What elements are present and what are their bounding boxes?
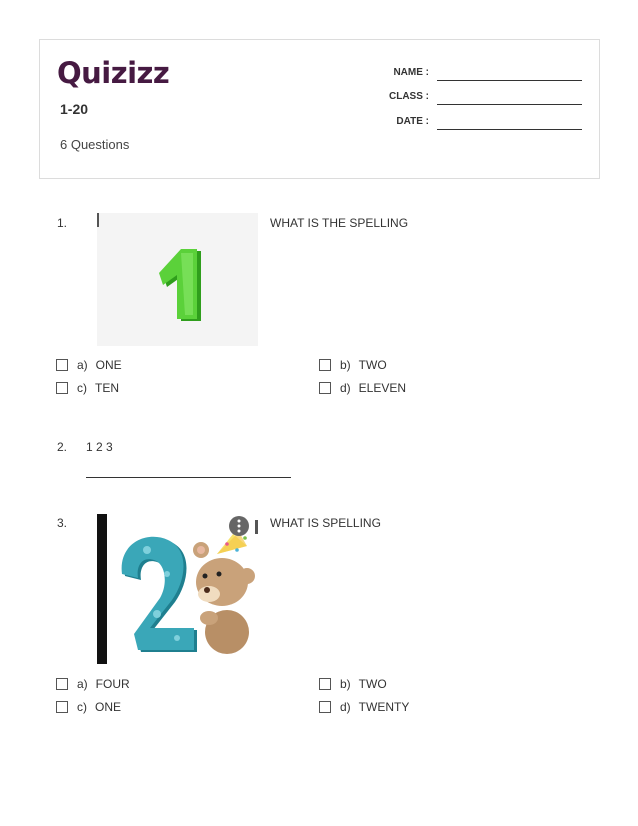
checkbox[interactable]: [56, 382, 68, 394]
option-text: ELEVEN: [358, 381, 407, 395]
option-text: ONE: [95, 700, 122, 714]
option-letter: c): [77, 700, 87, 714]
option-letter: d): [340, 700, 351, 714]
question-3-option-d[interactable]: [319, 700, 409, 714]
quiz-title: 1-20: [60, 101, 89, 117]
date-label: DATE :: [396, 116, 429, 127]
option-text: FOUR: [95, 677, 130, 691]
option-letter: a): [77, 358, 88, 372]
option-text: TWO: [358, 677, 387, 691]
teddy-bear-number-two-icon: [97, 514, 258, 664]
option-text: TWO: [358, 358, 387, 372]
option-text: TEN: [95, 381, 119, 395]
question-1-option-b[interactable]: [319, 358, 387, 372]
question-3-text: WHAT IS SPELLING: [270, 516, 381, 530]
question-3-option-c[interactable]: [56, 700, 121, 714]
option-text: TWENTY: [358, 700, 410, 714]
checkbox[interactable]: [319, 359, 331, 371]
answer-line[interactable]: [86, 477, 291, 478]
name-line[interactable]: [437, 80, 582, 81]
option-letter: c): [77, 381, 87, 395]
question-1-option-c[interactable]: [56, 381, 119, 395]
checkbox[interactable]: [319, 701, 331, 713]
worksheet-header: [39, 39, 600, 179]
question-1-option-a[interactable]: [56, 358, 122, 372]
question-1-option-d[interactable]: [319, 381, 406, 395]
question-3-number: 3.: [57, 516, 68, 530]
question-1-number: 1.: [57, 216, 68, 230]
date-line[interactable]: [437, 129, 582, 130]
question-1-text: WHAT IS THE SPELLING: [270, 216, 409, 230]
question-3-option-b[interactable]: [319, 677, 387, 691]
option-letter: d): [340, 381, 351, 395]
checkbox[interactable]: [56, 678, 68, 690]
class-line[interactable]: [437, 104, 582, 105]
option-text: ONE: [95, 358, 122, 372]
option-letter: b): [340, 677, 351, 691]
checkbox[interactable]: [56, 701, 68, 713]
question-3-option-a[interactable]: [56, 677, 130, 691]
green-number-one-icon: [97, 213, 258, 346]
checkbox[interactable]: [319, 382, 331, 394]
option-letter: b): [340, 358, 351, 372]
name-label: NAME :: [393, 67, 429, 78]
class-label: CLASS :: [389, 91, 429, 102]
checkbox[interactable]: [56, 359, 68, 371]
option-letter: a): [77, 677, 88, 691]
question-count: 6 Questions: [60, 137, 130, 152]
quizizz-logo: Quizizz: [57, 56, 170, 90]
question-2-number: 2.: [57, 440, 68, 454]
checkbox[interactable]: [319, 678, 331, 690]
question-2-text: 1 2 3: [86, 440, 113, 454]
